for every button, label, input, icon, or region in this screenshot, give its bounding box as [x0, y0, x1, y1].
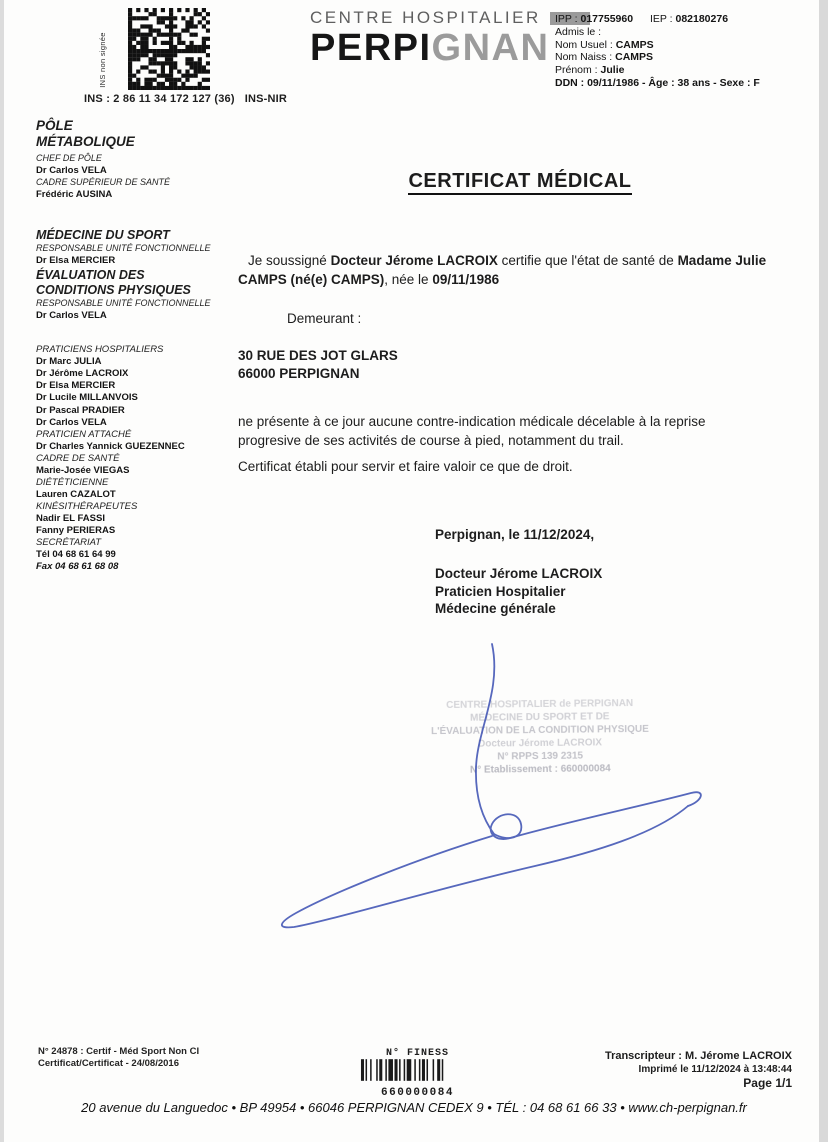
hospital-name-light: GNAN: [431, 27, 550, 69]
patient-admis: Admis le :: [555, 25, 602, 38]
patient-ipp-iep: [555, 13, 760, 26]
nom-usuel-label: Nom Usuel :: [555, 38, 613, 51]
ins-datamatrix-icon: [128, 8, 210, 90]
hospital-address-footer: 20 avenue du Languedoc • BP 49954 • 66046 PERPIGNAN CEDEX 9 • TÉL : 04 68 61 66 33 • www.ch-perpignan.fr: [81, 1100, 747, 1115]
scan-edge-right: [819, 0, 828, 1142]
scan-edge-left: [0, 0, 4, 1142]
sidebar-person: Dr Carlos VELA: [36, 309, 107, 321]
transcription-block: [500, 1050, 792, 1090]
certificate-intro-paragraph: [238, 252, 783, 289]
transcriber-line: Transcripteur : M. Jérome LACROIX: [604, 1050, 792, 1062]
stamp-line: N° RPPS 139 2315: [497, 750, 584, 763]
hospital-logo: [310, 8, 590, 68]
iep-value: 082180276: [675, 13, 729, 25]
ins-type: INS-NIR: [244, 93, 288, 105]
sidebar-group-title: SECRÉTARIAT: [36, 537, 102, 549]
reference-line2: Certificat/Certificat - 24/08/2016: [38, 1057, 179, 1069]
ins-qr-vertical-label: INS non signée: [98, 32, 107, 88]
patient-name: Madame Julie CAMPS (né(e) CAMPS): [238, 253, 767, 287]
sidebar-role: CADRE SUPÉRIEUR DE SANTÉ: [36, 177, 171, 187]
sidebar-person: Lauren CAZALOT: [36, 488, 116, 500]
hospital-logo-text: CENTRE HOSPITALIER: [310, 8, 541, 27]
sidebar-phone: Tél 04 68 61 64 99: [36, 549, 116, 561]
place-date-line: Perpignan, le 11/12/2024,: [435, 527, 595, 542]
prenom-label: Prénom :: [555, 64, 598, 77]
hospital-logo-line2: [310, 28, 590, 68]
iep-label: IEP :: [649, 13, 673, 25]
address-street: 30 RUE DES JOT GLARS: [238, 348, 398, 363]
sidebar-person: Fanny PERIERAS: [36, 525, 116, 537]
ipp-label: IPP :: [555, 13, 578, 25]
medical-statement-paragraph: ne présente à ce jour aucune contre-indication médicale décelable à la reprise progresive de ses activités de course à pied, notamment du trail.: [238, 414, 706, 448]
intro-text: , née le: [384, 271, 433, 287]
print-date-line: Imprimé le 11/12/2024 à 13:48:44: [638, 1064, 792, 1075]
nom-naiss-value: CAMPS: [615, 51, 654, 64]
patient-address: [238, 347, 398, 382]
sidebar-group-title: PRATICIEN ATTACHÉ: [36, 429, 132, 441]
sidebar-service-title: MÉDECINE DU SPORT: [36, 228, 170, 242]
document-reference: [38, 1046, 199, 1069]
page-number: Page 1/1: [743, 1076, 792, 1090]
patient-info-block: [555, 13, 760, 90]
department-sidebar: [36, 118, 236, 573]
finess-label: N° FINESS: [385, 1048, 449, 1059]
signatory-specialty: Médecine générale: [435, 601, 556, 616]
sidebar-person: Frédéric AUSINA: [36, 188, 113, 200]
sidebar-person: Marie-Josée VIEGAS: [36, 464, 130, 476]
sidebar-person: Nadir EL FASSI: [36, 512, 105, 524]
hospital-logo-line1: [310, 8, 590, 28]
signatory-block: [435, 565, 602, 618]
handwritten-signature: [250, 628, 730, 938]
patient-prenom: [555, 64, 760, 77]
finess-barcode-icon: [359, 1059, 477, 1081]
stamp-line: Docteur Jérome LACROIX: [478, 737, 603, 750]
nom-naiss-label: Nom Naiss :: [555, 51, 613, 64]
stamp-line: L'ÉVALUATION DE LA CONDITION PHYSIQUE: [430, 723, 649, 738]
sidebar-group-title: PRATICIENS HOSPITALIERS: [36, 344, 164, 355]
reference-line1: N° 24878 : Certif - Méd Sport Non CI: [38, 1046, 200, 1057]
sidebar-group-title: CADRE DE SANTÉ: [36, 453, 120, 465]
nom-usuel-value: CAMPS: [615, 38, 654, 51]
ins-number: INS : 2 86 11 34 172 127 (36): [84, 93, 235, 105]
stamp-line: N° Etablissement : 660000084: [469, 763, 611, 776]
sidebar-role: CHEF DE PÔLE: [36, 153, 102, 163]
intro-text: certifie que l'état de santé de: [497, 253, 678, 268]
signatory-name: Docteur Jérome LACROIX: [435, 566, 603, 581]
sidebar-role: RESPONSABLE UNITÉ FONCTIONNELLE: [36, 243, 211, 253]
stamp-line: CENTRE HOSPITALIER de PERPIGNAN: [446, 698, 634, 711]
stamp-line: MÉDECINE DU SPORT ET DE: [470, 711, 610, 724]
sidebar-person: Dr Lucile MILLANVOIS: [36, 392, 138, 404]
sidebar-group-title: KINÉSITHÉRAPEUTES: [36, 501, 138, 513]
ipp-value: 017755960: [580, 13, 634, 25]
doctor-name: Docteur Jérome LACROIX: [330, 253, 498, 268]
finess-number: 660000084: [381, 1087, 454, 1099]
sidebar-person: Dr Charles Yannick GUEZENNEC: [36, 440, 185, 452]
sidebar-person: Dr Marc JULIA: [36, 355, 102, 367]
address-city: 66000 PERPIGNAN: [238, 365, 360, 381]
birth-date: 09/11/1986: [432, 271, 500, 287]
finess-block: [355, 1048, 480, 1099]
sidebar-person: Dr Carlos VELA: [36, 416, 107, 428]
sidebar-fax: Fax 04 68 61 68 08: [36, 561, 119, 573]
patient-nom-usuel: [555, 39, 760, 52]
certificate-validity-paragraph: Certificat établi pour servir et faire valoir ce que de droit.: [238, 459, 573, 474]
signatory-title: Praticien Hospitalier: [435, 583, 566, 599]
prenom-value: Julie: [600, 64, 625, 77]
sidebar-person: Dr Elsa MERCIER: [36, 254, 116, 266]
document-title-text: CERTIFICAT MÉDICAL: [408, 170, 631, 195]
sidebar-group-title: DIÉTÉTICIENNE: [36, 477, 109, 489]
patient-ddn: DDN : 09/11/1986 - Âge : 38 ans - Sexe : F: [555, 76, 760, 89]
sidebar-person: Dr Pascal PRADIER: [36, 404, 125, 416]
residence-label: Demeurant :: [287, 311, 362, 326]
sidebar-person: Dr Elsa MERCIER: [36, 380, 116, 392]
patient-nom-naiss: [555, 51, 760, 64]
sidebar-person: Dr Carlos VELA: [36, 164, 107, 176]
hospital-name-dark: PERPI: [310, 27, 432, 69]
intro-text: Je soussigné: [248, 253, 331, 268]
sidebar-person: Dr Jérôme LACROIX: [36, 368, 129, 379]
document-title: [240, 170, 800, 193]
sidebar-pole-title: PÔLE MÉTABOLIQUE: [36, 118, 135, 149]
sidebar-service-title: ÉVALUATION DES CONDITIONS PHYSIQUES: [36, 268, 191, 297]
sidebar-role: RESPONSABLE UNITÉ FONCTIONNELLE: [36, 298, 211, 308]
ins-number-line: [84, 93, 287, 105]
